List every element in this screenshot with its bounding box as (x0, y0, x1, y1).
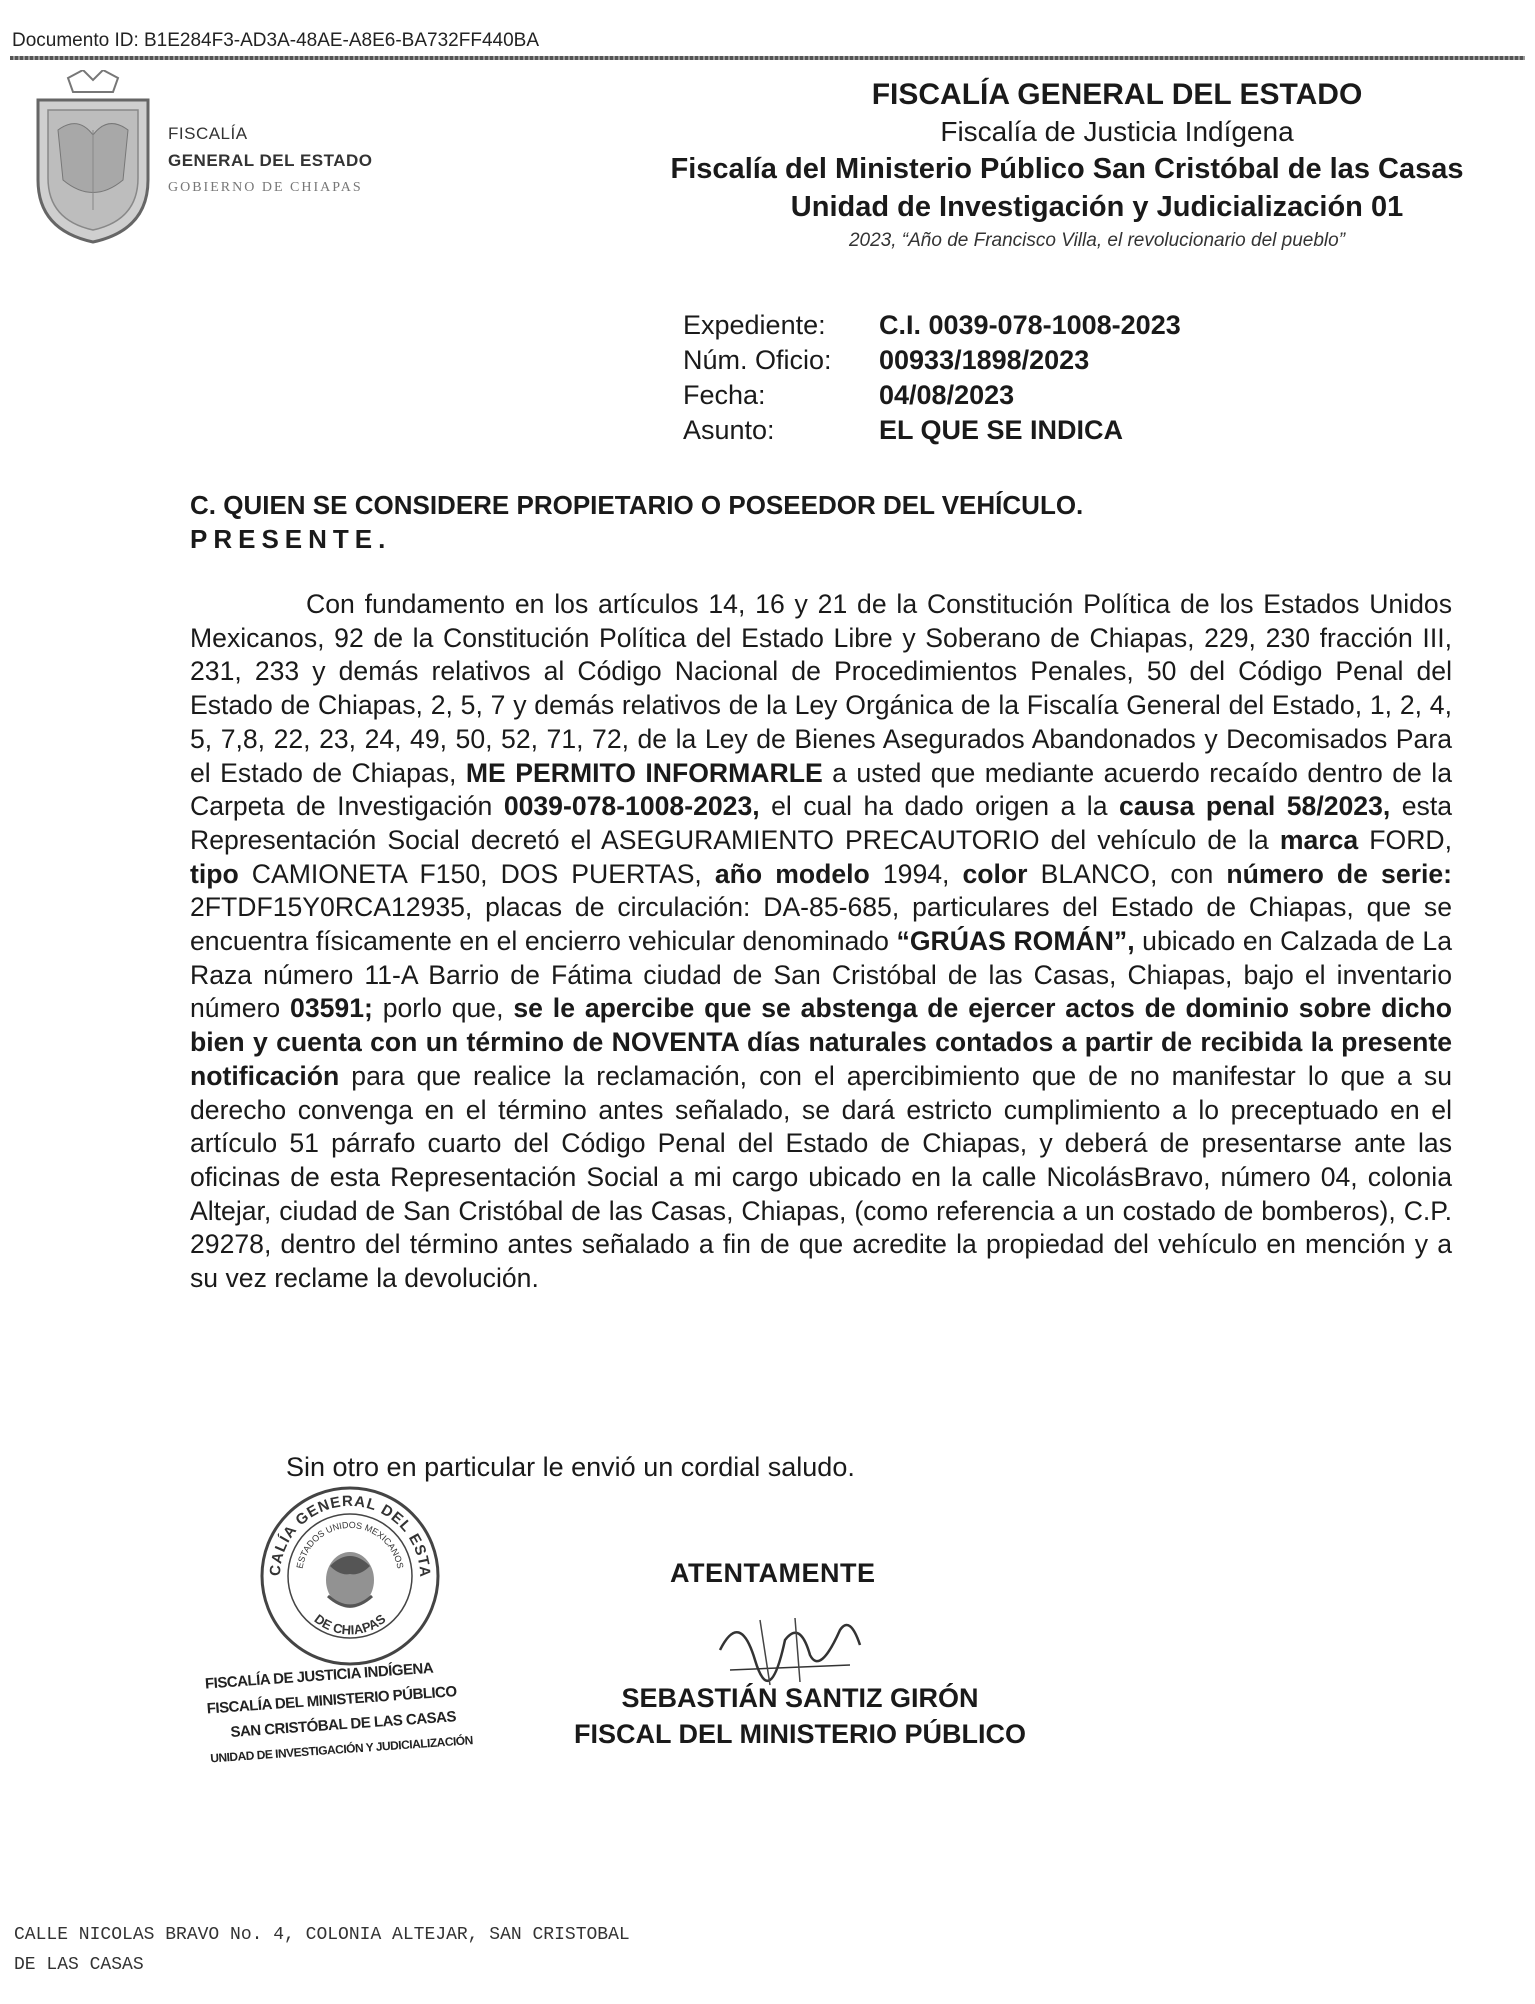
seal-icon (250, 1476, 450, 1676)
meta-row (683, 343, 1181, 378)
body-bold: “GRÚAS ROMÁN”, (896, 926, 1135, 957)
addressee-line-1: C. QUIEN SE CONSIDERE PROPIETARIO O POSEEDOR DEL VEHÍCULO. (190, 490, 1084, 520)
meta-value: 04/08/2023 (879, 380, 1015, 410)
stamp-line-3: SAN CRISTÓBAL DE LAS CASAS (229, 1708, 457, 1741)
body-bold: marca (1279, 824, 1359, 855)
body-text: ubicado en Calzada de La Raza número 11-A Barrio de Fátima ciudad de San Cristóbal de las Casas, Chiapas, bajo el inventario número (190, 926, 1452, 1024)
body-text: 1994, (869, 858, 963, 889)
addressee (190, 488, 1083, 556)
body-text: FORD, (1358, 824, 1452, 855)
body-text: porlo que, (372, 993, 514, 1024)
body-bold: se le apercibe que se abstenga de ejercer actos de dominio sobre dicho bien y cuenta con un término de NOVENTA días naturales contados a partir de recibida la presente notificación (190, 993, 1453, 1091)
body-paragraph (190, 588, 1452, 1296)
body-text: el cual ha dado origen a la (759, 791, 1119, 822)
body-bold: 03591; (290, 993, 373, 1024)
footer-address (14, 1920, 630, 1980)
body-bold: número de serie: (1226, 858, 1452, 889)
logo-line-2: GENERAL DEL ESTADO (168, 151, 373, 170)
body-text: a usted que mediante acuerdo recaído dentro de la Carpeta de Investigación (190, 757, 1452, 822)
stamp-line-1: FISCALÍA DE JUSTICIA INDÍGENA (204, 1659, 434, 1693)
logo-line-1: FISCALÍA (168, 124, 248, 143)
official-seal (250, 1476, 450, 1676)
letter-body (190, 588, 1452, 1296)
body-text: para que realice la reclamación, con el apercibimiento que de no manifestar lo que a su derecho convenga en el término antes señalado, se dará estricto cumplimiento a lo preceptuado en el artículo 51 párrafo cuarto del Código Penal del Estado de Chiapas, y deberá de presentarse ante las oficinas de esta Representación Social a mi cargo ubicado en la calle NicolásBravo, número 04, colonia Altejar, ciudad de San Cristóbal de las Casas, Chiapas, (como referencia a un costado de bomberos), C.P. 29278, dentro del término antes señalado a fin de que acredite la propiedad del vehículo en mención y a su vez reclame la devolución. (190, 1060, 1452, 1294)
meta-label: Fecha: (683, 380, 766, 410)
body-bold: color (962, 858, 1028, 889)
svg-text:DE CHIAPAS: DE CHIAPAS (311, 1611, 389, 1638)
body-bold: año modelo (714, 858, 870, 889)
meta-row (683, 308, 1181, 343)
body-text: BLANCO, con (1027, 858, 1227, 889)
body-bold: ME PERMITO INFORMARLE (465, 757, 823, 788)
body-text: esta Representación Social decretó el ASEGURAMIENTO PRECAUTORIO del vehículo de la (190, 791, 1452, 855)
svg-text:ESTADOS UNIDOS MEXICANOS: ESTADOS UNIDOS MEXICANOS (294, 1519, 406, 1570)
body-text: 2FTDF15Y0RCA12935, placas de circulación: DA-85-685, particulares del Estado de Chiapas, que se encuentra físicamente en el encierro vehicular denominado (190, 892, 1452, 957)
svg-text:FISCALÍA GENERAL DEL ESTADO: CALÍA GENERAL DEL ESTA (266, 1492, 434, 1579)
letterhead (617, 76, 1517, 256)
addressee-line-2: PRESENTE. (190, 524, 392, 554)
signature-closing: ATENTAMENTE (670, 1558, 876, 1588)
document-id: Documento ID: B1E284F3-AD3A-48AE-A8E6-BA732FF440BA (12, 30, 539, 51)
coat-of-arms-logo (28, 70, 158, 245)
meta-row (683, 413, 1181, 448)
logo-line-3: GOBIERNO DE CHIAPAS (168, 180, 363, 195)
meta-value: 00933/1898/2023 (879, 345, 1090, 375)
unit-stamp (204, 1649, 542, 1792)
signatory (540, 1680, 1060, 1752)
header-office: Fiscalía del Ministerio Público San Cristóbal de las Casas (670, 153, 1464, 185)
body-bold: 0039-078-1008-2023, (503, 791, 760, 822)
body-text: Con fundamento en los artículos 14, 16 y 21 de la Constitución Política de los Estados Unidos Mexicanos, 92 de la Constitución Política del Estado Libre y Soberano de Chiapas, 229, 230 fracción III, 231, 233 y demás relativos al Código Nacional de Procedimientos Penales, 50 del Código Penal del Estado de Chiapas, 2, 5, 7 y demás relativos de la Ley Orgánica de la Fiscalía General del Estado, 1, 2, 4, 5, 7,8, 22, 23, 24, 49, 50, 52, 71, 72, de la Ley de Bienes Asegurados Abandonados y Decomisados Para el Estado de Chiapas, (190, 589, 1452, 788)
footer-line-2: DE LAS CASAS (14, 1955, 144, 1975)
body-bold: tipo (190, 858, 239, 889)
header-unit: Unidad de Investigación y Judicialización 01 (790, 191, 1404, 223)
stamp-line-4: UNIDAD DE INVESTIGACIÓN Y JUDICIALIZACIÓN (209, 1733, 474, 1766)
meta-row (683, 378, 1181, 413)
stamp-line-2: FISCALÍA DEL MINISTERIO PÚBLICO (206, 1683, 458, 1718)
closing-line: Sin otro en particular le envió un cordial saludo. (286, 1452, 855, 1482)
footer-line-1: CALLE NICOLAS BRAVO No. 4, COLONIA ALTEJAR, SAN CRISTOBAL (14, 1925, 630, 1945)
signatory-name: SEBASTIÁN SANTIZ GIRÓN (621, 1683, 979, 1713)
body-bold: causa penal 58/2023, (1118, 791, 1391, 822)
meta-label: Asunto: (683, 415, 775, 445)
shield-icon (28, 70, 158, 245)
signatory-title: FISCAL DEL MINISTERIO PÚBLICO (573, 1719, 1027, 1749)
logo-text (168, 120, 373, 201)
body-text: CAMIONETA F150, DOS PUERTAS, (238, 858, 715, 889)
meta-value: EL QUE SE INDICA (879, 415, 1124, 445)
document-meta (683, 308, 1181, 448)
meta-value: C.I. 0039-078-1008-2023 (879, 310, 1181, 340)
meta-label: Expediente: (683, 310, 826, 340)
header-subtitle: Fiscalía de Justicia Indígena (940, 116, 1294, 147)
header-title: FISCALÍA GENERAL DEL ESTADO (871, 78, 1363, 111)
meta-label: Núm. Oficio: (683, 345, 832, 375)
header-motto: 2023, “Año de Francisco Villa, el revolucionario del pueblo” (848, 230, 1346, 251)
top-rule (10, 56, 1525, 60)
